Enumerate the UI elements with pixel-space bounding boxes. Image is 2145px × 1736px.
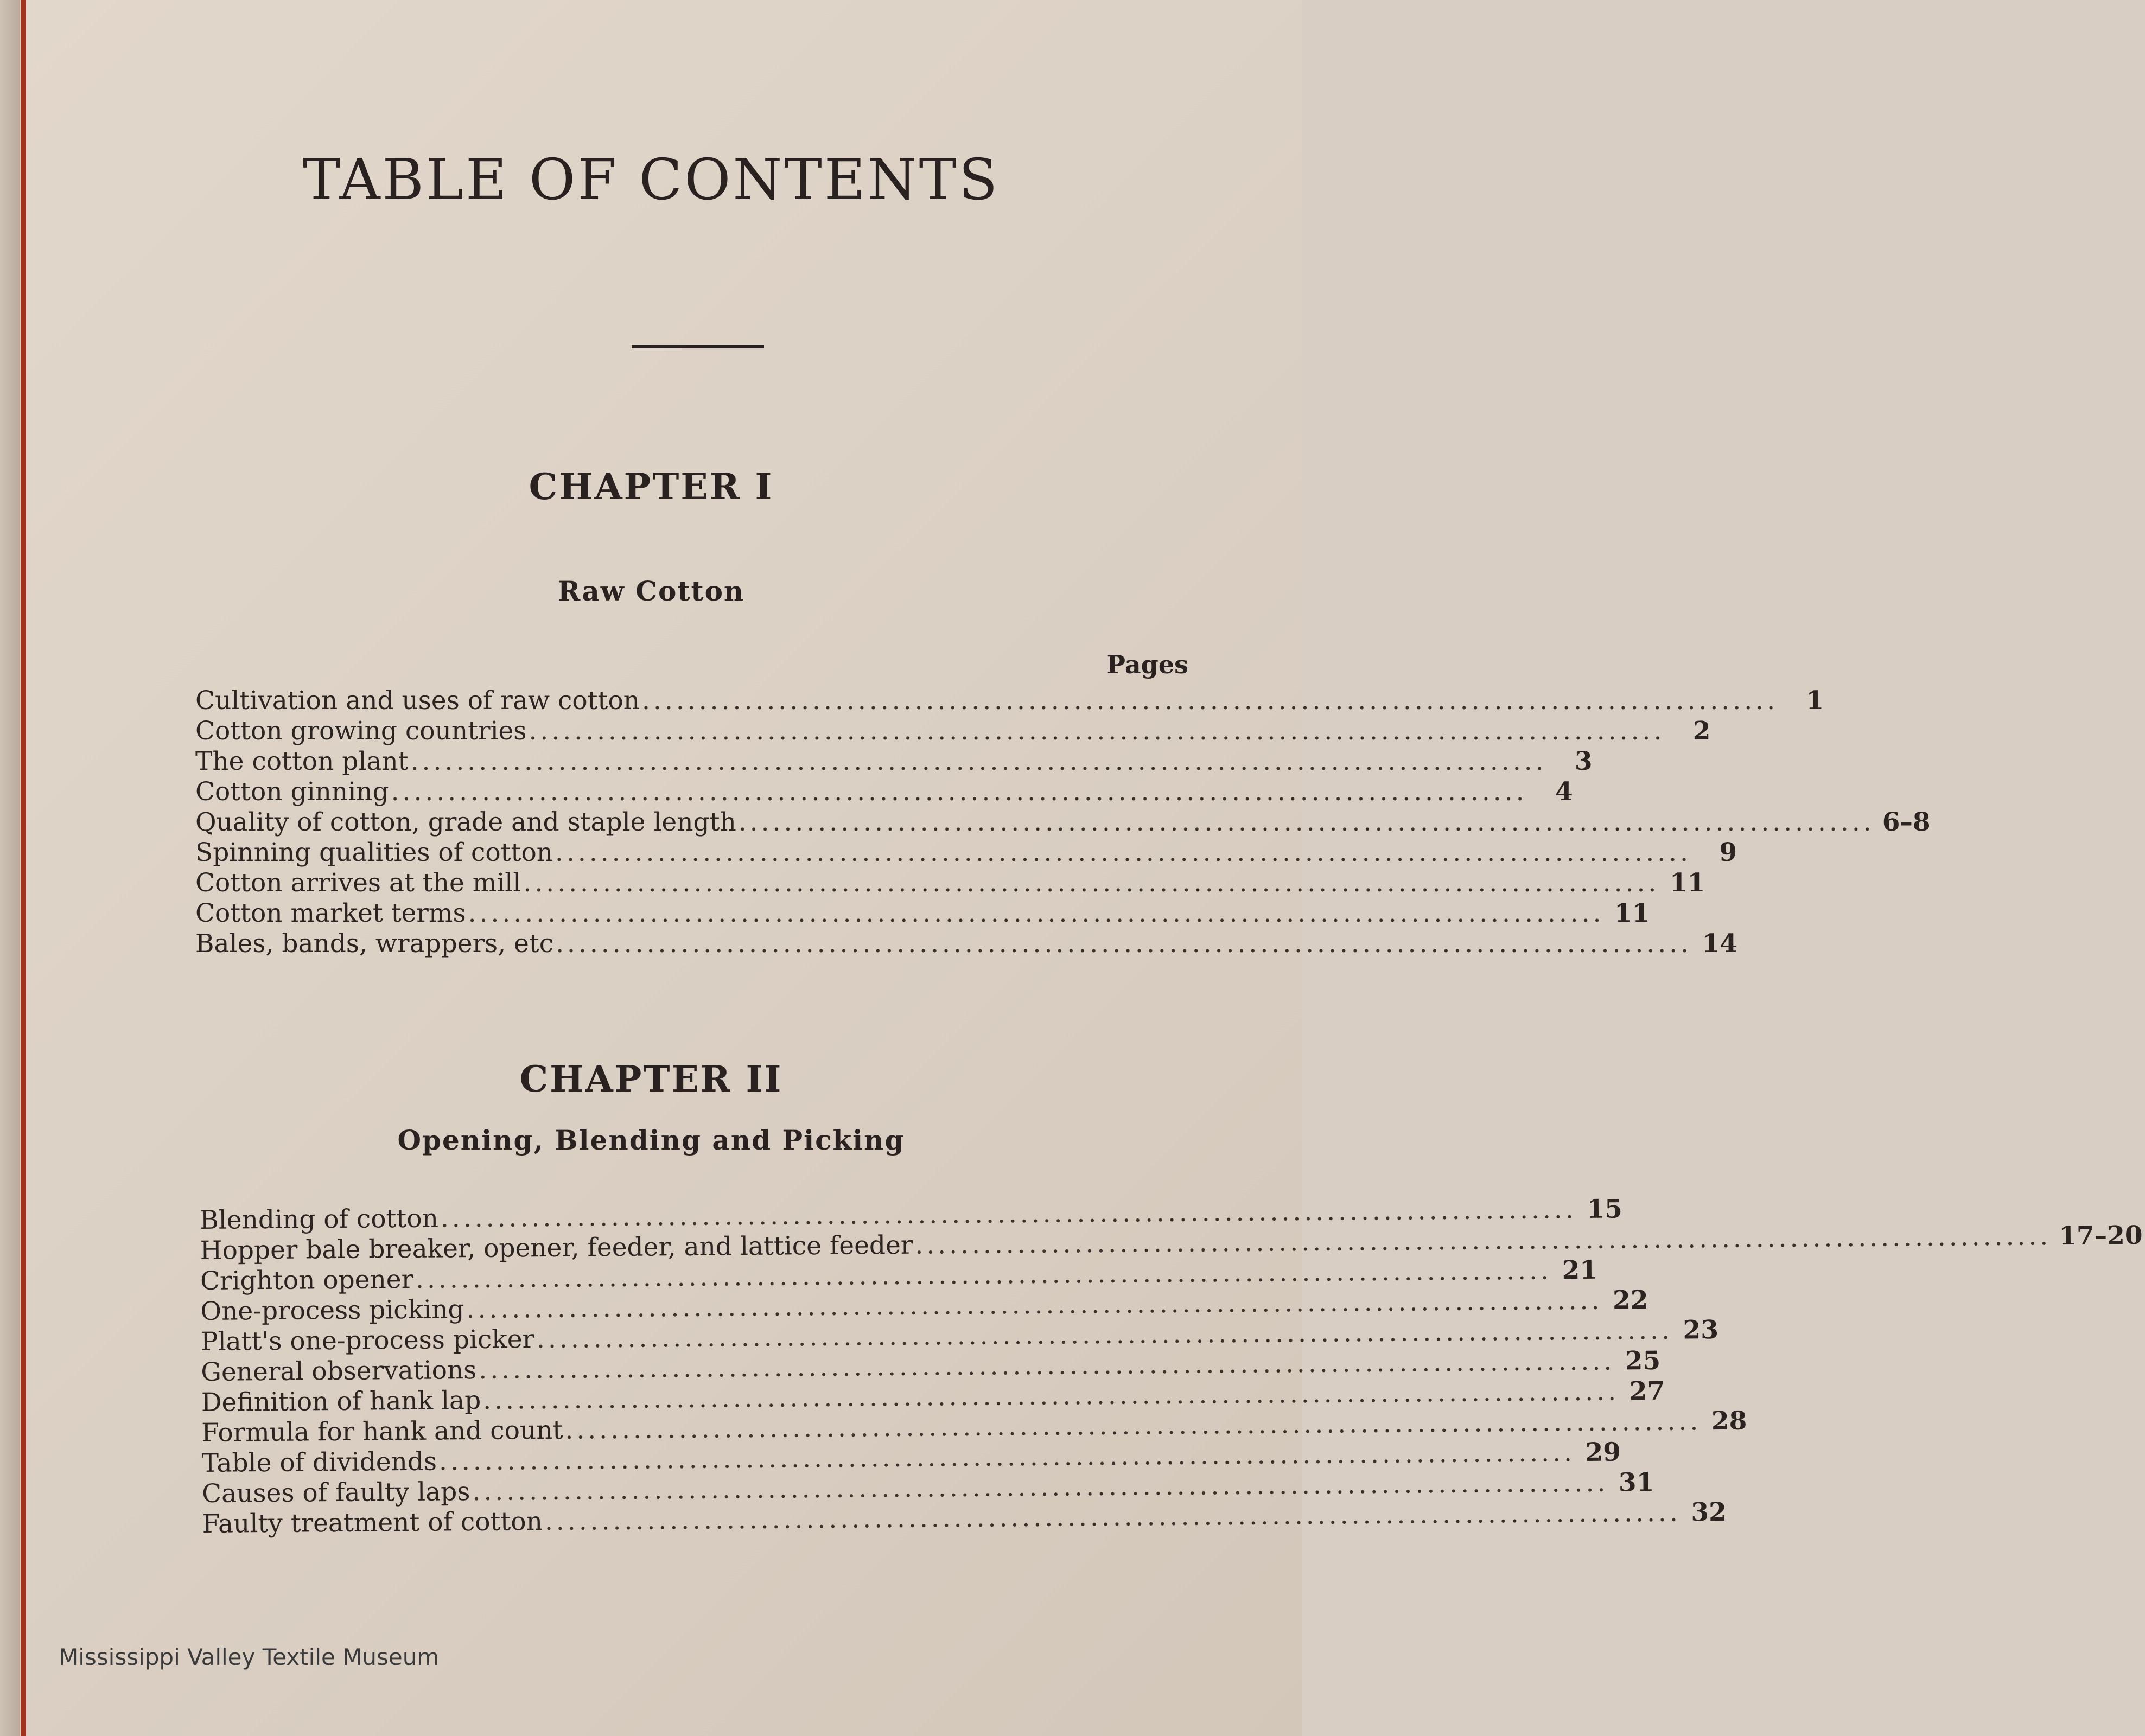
toc-entry	[195, 777, 1573, 807]
toc-entry	[195, 686, 1824, 716]
dot-leader: ....................................................................................................	[529, 716, 1665, 746]
museum-watermark: Mississippi Valley Textile Museum	[59, 1644, 440, 1670]
toc-entry-page: 2	[1692, 716, 1711, 746]
toc-entry	[195, 868, 1705, 898]
toc-entry-page: 17–20	[2059, 1220, 2143, 1252]
toc-entry-title: Quality of cotton, grade and staple length	[195, 807, 736, 837]
toc-entry-page: 4	[1555, 777, 1573, 807]
dot-leader: ....................................................................................................	[468, 898, 1605, 928]
toc-entry-title: Causes of faulty laps	[201, 1477, 470, 1509]
dot-leader: ....................................................................................................	[466, 1285, 1603, 1325]
dot-leader: ....................................................................................................	[472, 1467, 1609, 1507]
toc-entry-title: Formula for hank and count	[201, 1415, 563, 1448]
toc-entry	[195, 929, 1738, 959]
toc-entry-title: One-process picking	[200, 1294, 464, 1326]
dot-leader: ....................................................................................................	[479, 1346, 1615, 1385]
toc-entry-page: 27	[1629, 1376, 1665, 1407]
toc-entry-title: Cotton growing countries	[195, 716, 527, 746]
toc-entry-title: Faulty treatment of cotton	[202, 1507, 543, 1539]
chapter-2-entries	[200, 1194, 2143, 1540]
toc-entry-title: Bales, bands, wrappers, etc	[195, 929, 554, 959]
toc-entry-page: 11	[1614, 898, 1650, 928]
dot-leader: ....................................................................................................	[738, 807, 1875, 837]
toc-entry-page: 1	[1806, 686, 1824, 716]
toc-entry-title: Blending of cotton	[200, 1203, 439, 1235]
toc-entry-title: Spinning qualities of cotton	[195, 838, 553, 867]
toc-entry-title: Crighton opener	[200, 1264, 414, 1296]
dot-leader: ....................................................................................................	[410, 746, 1547, 776]
dot-leader: ....................................................................................................	[536, 1315, 1673, 1355]
chapter-1-entries	[195, 686, 1931, 959]
chapter-2-subtitle: Opening, Blending and Picking	[397, 1124, 905, 1156]
toc-entry	[195, 807, 1931, 838]
toc-entry-page: 6–8	[1882, 807, 1931, 837]
toc-entry-title: General observations	[201, 1355, 477, 1387]
toc-entry-title: Definition of hank lap	[201, 1385, 481, 1418]
toc-entry	[195, 898, 1650, 929]
toc-entry-page: 31	[1618, 1467, 1654, 1498]
title-divider	[632, 345, 764, 348]
dot-leader: ....................................................................................................	[438, 1438, 1576, 1477]
dot-leader: ....................................................................................................	[544, 1497, 1682, 1537]
dot-leader: ....................................................................................................	[565, 1406, 1702, 1445]
page-title: TABLE OF CONTENTS	[302, 146, 1000, 213]
toc-entry-page: 11	[1669, 868, 1705, 898]
book-spine-binding	[21, 0, 26, 1736]
toc-entry-title: Platt's one-process picker	[200, 1324, 535, 1357]
toc-entry-page: 28	[1711, 1406, 1747, 1437]
toc-entry	[195, 746, 1593, 777]
toc-entry	[195, 716, 1711, 746]
dot-leader: ....................................................................................................	[482, 1376, 1620, 1415]
book-spine-shadow	[0, 0, 20, 1736]
toc-entry-title: The cotton plant	[195, 746, 409, 776]
chapter-1-heading: CHAPTER I	[529, 465, 774, 508]
toc-entry-page: 15	[1587, 1194, 1623, 1224]
toc-entry-title: Table of dividends	[201, 1446, 437, 1478]
pages-column-label: Pages	[1106, 650, 1188, 679]
toc-entry-page: 29	[1585, 1437, 1621, 1467]
toc-entry-title: Cotton market terms	[195, 898, 466, 928]
chapter-2-heading: CHAPTER II	[519, 1058, 783, 1100]
chapter-1-subtitle: Raw Cotton	[557, 575, 745, 607]
dot-leader: ....................................................................................................	[555, 838, 1692, 867]
dot-leader: ....................................................................................................	[440, 1195, 1577, 1234]
dot-leader: ....................................................................................................	[642, 686, 1779, 716]
toc-entry-page: 9	[1719, 838, 1737, 867]
toc-entry	[195, 838, 1737, 868]
toc-entry-page: 23	[1683, 1315, 1719, 1345]
dot-leader: ....................................................................................................	[523, 868, 1660, 898]
dot-leader: ....................................................................................................	[415, 1255, 1552, 1294]
toc-entry-title: Cotton arrives at the mill	[195, 868, 521, 898]
toc-entry-title: Cotton ginning	[195, 777, 389, 807]
dot-leader: ....................................................................................................	[915, 1221, 2052, 1260]
toc-entry-title: Hopper bale breaker, opener, feeder, and lattice feeder	[200, 1230, 913, 1266]
dot-leader: ....................................................................................................	[391, 777, 1527, 807]
toc-entry-title: Cultivation and uses of raw cotton	[195, 686, 640, 716]
toc-entry-page: 14	[1702, 929, 1738, 959]
toc-entry-page: 3	[1574, 746, 1593, 776]
dot-leader: ....................................................................................................	[556, 929, 1692, 959]
toc-entry-page: 21	[1562, 1255, 1598, 1286]
toc-entry-page: 25	[1625, 1345, 1661, 1376]
toc-entry-page: 22	[1612, 1285, 1648, 1316]
toc-entry-page: 32	[1691, 1497, 1727, 1528]
